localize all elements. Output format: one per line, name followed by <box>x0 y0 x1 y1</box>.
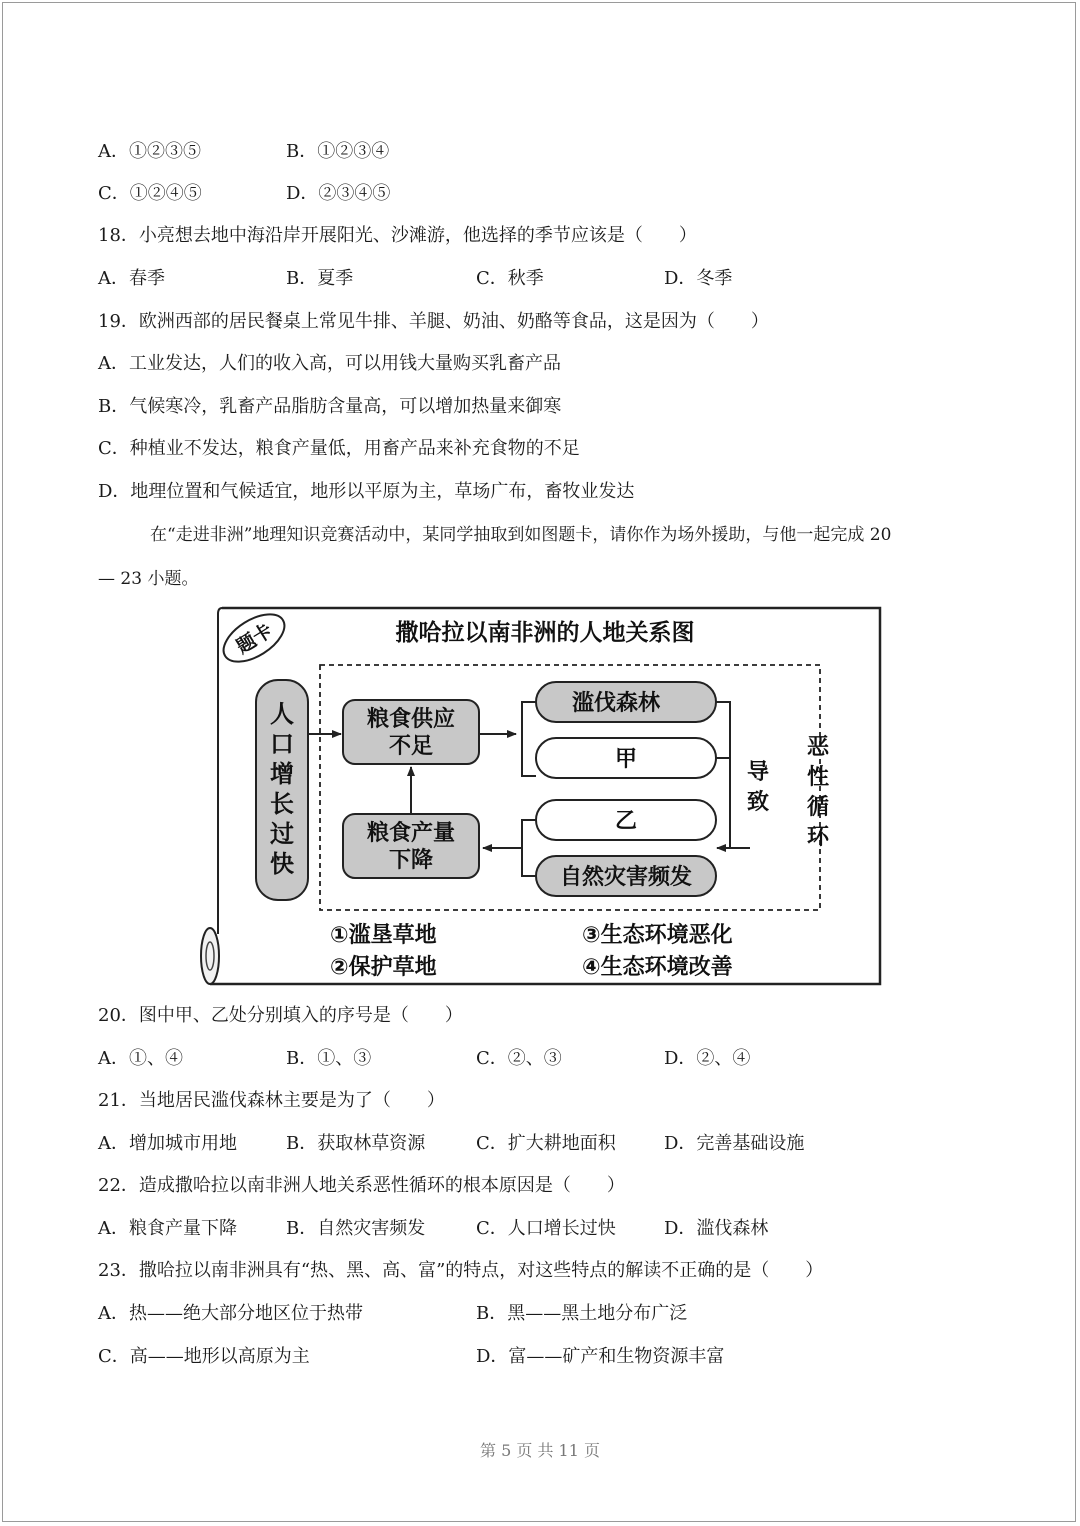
q23-stem: 23．撒哈拉以南非洲具有“热、黑、高、富”的特点，对这些特点的解读不正确的是（ ） <box>98 1260 824 1281</box>
badge-text: 题卡 <box>232 619 277 659</box>
figure-svg <box>196 604 882 990</box>
population-char: 口 <box>270 730 294 758</box>
yi-text: 乙 <box>614 809 638 834</box>
cycle-char-2: 性 <box>806 765 830 790</box>
q22-option-a: A．粮食产量下降 <box>98 1218 237 1239</box>
q22-option-b: B．自然灾害频发 <box>286 1218 426 1239</box>
cycle-char-1: 恶 <box>806 735 830 760</box>
q20-option-d: D．②、④ <box>664 1048 751 1069</box>
q21-option-b: B．获取林草资源 <box>286 1133 426 1154</box>
q21-option-c: C．扩大耕地面积 <box>476 1133 616 1154</box>
q20-option-b: B．①、③ <box>286 1048 372 1069</box>
q17-option-a: A．①②③⑤ <box>98 141 201 162</box>
lead-char-1: 导 <box>746 760 770 785</box>
food-supply-line-2: 不足 <box>388 734 434 759</box>
q21-option-d: D．完善基础设施 <box>664 1133 805 1154</box>
jia-text: 甲 <box>614 747 638 772</box>
population-char: 增 <box>270 760 294 788</box>
food-output-line-2: 下降 <box>388 848 434 873</box>
population-char: 快 <box>270 850 294 878</box>
population-char: 过 <box>270 820 294 848</box>
scroll-roll <box>201 928 219 984</box>
legend-3: ③生态环境恶化 <box>582 923 733 948</box>
lead-char-2: 致 <box>746 790 770 815</box>
figure-title: 撒哈拉以南非洲的人地关系图 <box>395 620 695 646</box>
q18-option-d: D．冬季 <box>664 268 733 289</box>
q17-option-d: D．②③④⑤ <box>286 183 391 204</box>
q23-option-a: A．热——绝大部分地区位于热带 <box>98 1303 363 1324</box>
intro-line-1: 在“走进非洲”地理知识竞赛活动中，某同学抽取到如图题卡，请你作为场外援助，与他一起完成 20 <box>150 525 892 545</box>
q18-stem: 18．小亮想去地中海沿岸开展阳光、沙滩游，他选择的季节应该是（ ） <box>98 225 697 246</box>
figure-question-card <box>196 604 882 990</box>
intro-line-2: — 23 小题。 <box>98 569 199 589</box>
legend-4: ④生态环境改善 <box>582 955 733 980</box>
population-char: 人 <box>270 700 294 728</box>
page-footer: 第 5 页 共 11 页 <box>480 1441 600 1460</box>
legend-2: ②保护草地 <box>330 955 437 980</box>
q20-stem: 20．图中甲、乙处分别填入的序号是（ ） <box>98 1005 463 1026</box>
legend-1: ①滥垦草地 <box>330 923 437 948</box>
q21-stem: 21．当地居民滥伐森林主要是为了（ ） <box>98 1090 445 1111</box>
population-char: 长 <box>270 790 294 818</box>
q22-option-d: D．滥伐森林 <box>664 1218 769 1239</box>
food-output-line-1: 粮食产量 <box>366 821 456 846</box>
q18-option-c: C．秋季 <box>476 268 544 289</box>
q19-option-a: A．工业发达，人们的收入高，可以用钱大量购买乳畜产品 <box>98 353 561 374</box>
food-supply-line-1: 粮食供应 <box>366 707 456 732</box>
q19-option-d: D．地理位置和气候适宜，地形以平原为主，草场广布，畜牧业发达 <box>98 481 635 502</box>
q17-option-b: B．①②③④ <box>286 141 390 162</box>
q17-option-c: C．①②④⑤ <box>98 183 202 204</box>
q20-option-a: A．①、④ <box>98 1048 183 1069</box>
cycle-char-4: 环 <box>806 825 830 850</box>
q21-option-a: A．增加城市用地 <box>98 1133 237 1154</box>
q22-stem: 22．造成撒哈拉以南非洲人地关系恶性循环的根本原因是（ ） <box>98 1175 625 1196</box>
q18-option-a: A．春季 <box>98 268 165 289</box>
deforest-text: 滥伐森林 <box>571 691 661 716</box>
q19-option-b: B．气候寒冷，乳畜产品脂肪含量高，可以增加热量来御寒 <box>98 396 562 417</box>
q23-option-c: C．高——地形以高原为主 <box>98 1346 310 1367</box>
q19-option-c: C．种植业不发达，粮食产量低，用畜产品来补充食物的不足 <box>98 438 580 459</box>
q23-option-b: B．黑——黑土地分布广泛 <box>476 1303 688 1324</box>
q20-option-c: C．②、③ <box>476 1048 562 1069</box>
q18-option-b: B．夏季 <box>286 268 354 289</box>
disaster-text: 自然灾害频发 <box>559 865 693 890</box>
q19-stem: 19．欧洲西部的居民餐桌上常见牛排、羊腿、奶油、奶酪等食品，这是因为（ ） <box>98 311 769 332</box>
q22-option-c: C．人口增长过快 <box>476 1218 616 1239</box>
q23-option-d: D．富——矿产和生物资源丰富 <box>476 1346 725 1367</box>
cycle-char-3: 循 <box>806 795 830 820</box>
